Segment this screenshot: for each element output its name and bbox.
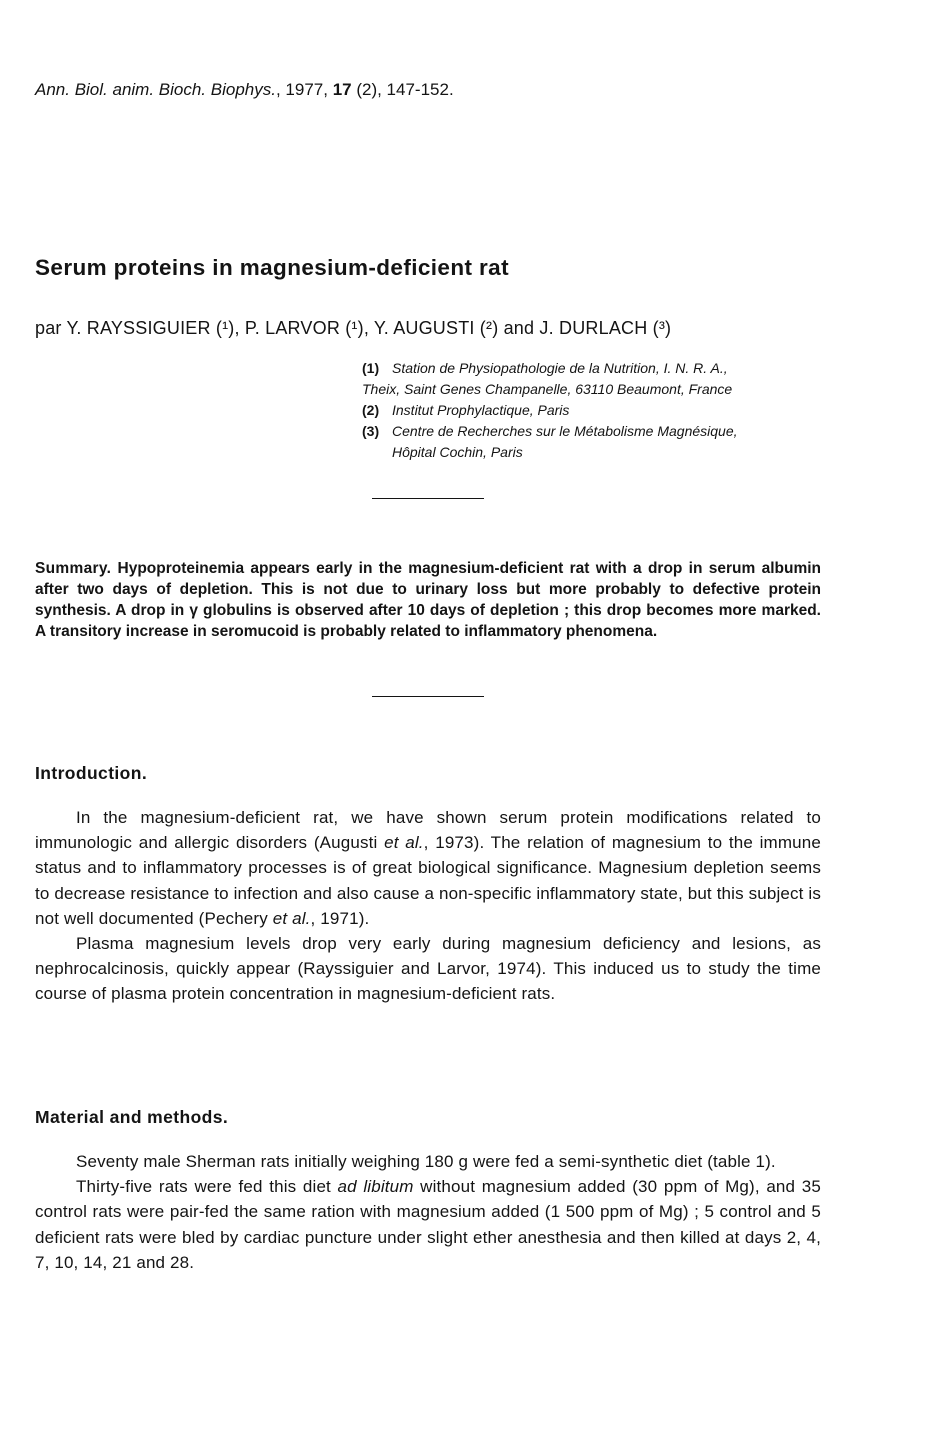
methods-body bbox=[35, 1149, 821, 1275]
journal-abbrev: Ann. Biol. anim. Bioch. Biophys. bbox=[35, 80, 276, 99]
affiliation-number: (2) bbox=[362, 402, 380, 418]
summary-label: Summary. bbox=[35, 560, 112, 577]
affiliation-number: (1) bbox=[362, 360, 380, 376]
journal-citation bbox=[35, 80, 454, 100]
paper-title: Serum proteins in magnesium-deficient rat bbox=[35, 255, 509, 280]
separator-rule bbox=[372, 696, 484, 697]
affiliation-text: Institut Prophylactique, Paris bbox=[392, 402, 570, 418]
journal-pages: (2), 147-152. bbox=[351, 80, 454, 99]
affiliation-2 bbox=[362, 400, 738, 421]
separator-rule bbox=[372, 498, 484, 499]
journal-year: , 1977, bbox=[275, 80, 333, 99]
paragraph bbox=[35, 805, 821, 931]
affiliation-number: (3) bbox=[362, 423, 380, 439]
text-run: , 1971). bbox=[310, 908, 370, 928]
affiliation-1-line2: Theix, Saint Genes Champanelle, 63110 Beaumont, France bbox=[362, 381, 733, 397]
journal-volume: 17 bbox=[332, 80, 352, 99]
affiliations bbox=[362, 358, 738, 463]
text-run: In the magnesium-deficient rat, we have shown serum protein modifications related to immunologic and allergic disorders (Augusti bbox=[35, 808, 821, 853]
paragraph: Plasma magnesium levels drop very early during magnesium deficiency and lesions, as nephrocalcinosis, quickly appear (Rayssiguier and Larvor, 1974). This induced us to study the time course of plasma protein concentration in magnesium-deficient rats. bbox=[35, 934, 821, 1004]
text-run: Thirty-five rats were fed this diet bbox=[76, 1177, 338, 1197]
author-list: par Y. RAYSSIGUIER (¹), P. LARVOR (¹), Y. AUGUSTI (²) and J. DURLACH (³) bbox=[35, 318, 672, 338]
paragraph bbox=[35, 1174, 821, 1275]
introduction-body bbox=[35, 805, 821, 1007]
section-heading-methods: Material and methods. bbox=[35, 1107, 229, 1127]
affiliation-text: Station de Physiopathologie de la Nutrition, I. N. R. A., bbox=[392, 360, 728, 376]
affiliation-3-line2: Hôpital Cochin, Paris bbox=[392, 444, 523, 460]
affiliation-3 bbox=[362, 421, 738, 442]
text-run: , 1973). The relation of magnesium to the immune status and to inflammatory processes is of great biological significance. Magnesium depletion seems to decrease resistance to infection and also cause a non-specific inflammatory state, but this subject is not well documented (Pechery bbox=[35, 833, 821, 928]
text-run: without magnesium added (30 ppm of Mg), and 35 control rats were pair-fed the same ration with magnesium added (1 500 ppm of Mg) ; 5 control and 5 deficient rats were bled by cardiac puncture under slight ether anesthesia and then killed at days 2, 4, 7, 10, 14, 21 and 28. bbox=[35, 1177, 821, 1272]
text-run-italic: et al. bbox=[272, 908, 311, 928]
section-heading-introduction: Introduction. bbox=[35, 763, 148, 783]
paragraph: Seventy male Sherman rats initially weighing 180 g were fed a semi-synthetic diet (table 1). bbox=[76, 1152, 776, 1171]
text-run-italic: ad libitum bbox=[337, 1177, 414, 1197]
text-run-italic: et al. bbox=[384, 833, 424, 853]
summary-paragraph bbox=[35, 558, 821, 642]
affiliation-1 bbox=[362, 358, 738, 379]
affiliation-text: Centre de Recherches sur le Métabolisme Magnésique, bbox=[392, 423, 738, 439]
summary-text: Hypoproteinemia appears early in the magnesium-deficient rat with a drop in serum albumin after two days of depletion. This is not due to urinary loss but more probably to defective protein synthesis. A drop in γ globulins is observed after 10 days of depletion ; this drop becomes more marked. A transitory increase in seromucoid is probably related to inflammatory phenomena. bbox=[35, 560, 821, 640]
